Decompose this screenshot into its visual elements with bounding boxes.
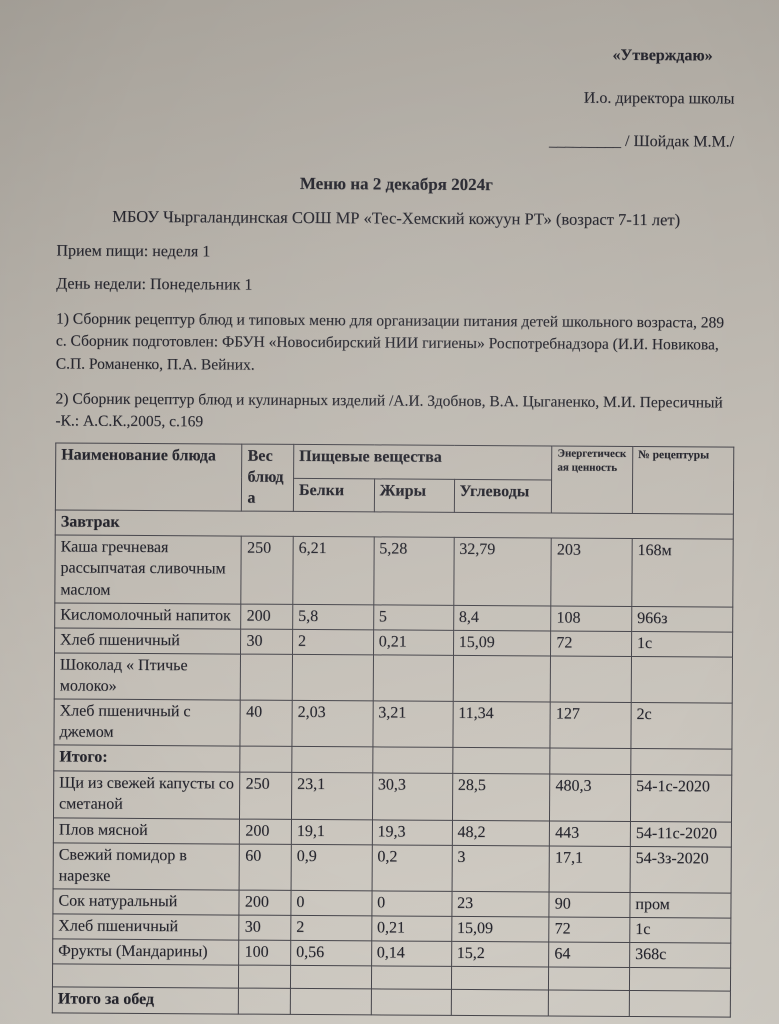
energy-cell: 72: [551, 631, 632, 657]
approval-role: И.о. директора школы: [583, 89, 735, 108]
energy-cell: 443: [550, 821, 631, 847]
carbs-cell: 28,5: [452, 774, 550, 821]
protein-cell: [292, 654, 373, 701]
table-total-row: [52, 987, 730, 1017]
carbs-cell: [452, 748, 550, 775]
recipe-cell: 1с: [631, 631, 732, 657]
header-protein: Белки: [293, 478, 374, 512]
recipe-cell: 168м: [632, 539, 733, 607]
weight-cell: 200: [239, 890, 291, 915]
carbs-cell: 32,79: [453, 538, 551, 606]
dish-name-cell: Плов мясной: [53, 817, 240, 843]
energy-cell: 64: [549, 942, 630, 968]
approval-block: [57, 42, 735, 152]
protein-cell: [290, 966, 371, 989]
school-subtitle: МБОУ Чыргаландинская СОШ МР «Тес-Хемский кожуун РТ» (возраст 7-11 лет): [112, 206, 681, 229]
carbs-cell: 3: [452, 845, 550, 892]
header-fat: Жиры: [374, 478, 454, 512]
weight-cell: 250: [240, 772, 292, 819]
energy-cell: [550, 656, 631, 703]
dish-name-cell: Свежий помидор в нарезке: [53, 843, 240, 890]
energy-cell: 108: [551, 606, 632, 632]
dish-name-cell: Каша гречневая рассыпчатая сливочным маслом: [55, 535, 242, 603]
carbs-cell: 23: [452, 891, 550, 917]
carbs-cell: [451, 990, 549, 1017]
protein-cell: 0,56: [291, 940, 372, 966]
weight-cell: 30: [239, 915, 291, 940]
energy-cell: [549, 967, 630, 990]
dish-name-cell: [52, 964, 239, 988]
energy-cell: 127: [550, 702, 631, 749]
energy-cell: [549, 990, 630, 1016]
carbs-cell: 15,2: [451, 941, 549, 967]
recipe-cell: [631, 656, 732, 703]
table-total-row: [54, 745, 732, 775]
recipe-cell: 54-11с-2020: [630, 821, 731, 847]
weight-cell: [241, 654, 293, 701]
weight-cell: 200: [241, 604, 293, 629]
page-title: Меню на 2 декабря 2024г: [299, 173, 493, 194]
table-row: [54, 699, 732, 749]
energy-cell: 480,3: [550, 774, 631, 821]
header-row-1: [56, 443, 734, 481]
approval-title: «Утверждаю»: [612, 46, 713, 65]
fat-cell: [371, 989, 451, 1015]
fat-cell: 0,14: [371, 941, 451, 967]
recipe-cell: пром: [630, 892, 731, 918]
section-label: Завтрак: [55, 510, 733, 539]
fat-cell: 0: [372, 891, 452, 917]
protein-cell: 2: [292, 629, 373, 655]
fat-cell: [372, 747, 452, 773]
carbs-cell: 15,09: [451, 916, 549, 942]
carbs-cell: [453, 655, 551, 702]
dish-name-cell: Кисломолочный напиток: [55, 603, 242, 629]
menu-table: [52, 442, 734, 1017]
weight-cell: [239, 988, 291, 1014]
header-energy: Энергетическая ценность: [552, 446, 633, 514]
carbs-cell: 11,34: [453, 701, 551, 748]
recipe-cell: 54-1с-2020: [630, 775, 731, 822]
weight-cell: 100: [239, 940, 291, 965]
protein-cell: 2: [291, 915, 372, 941]
fat-cell: 0,21: [371, 916, 451, 942]
fat-cell: 5: [373, 605, 453, 631]
energy-cell: [550, 748, 631, 774]
recipe-cell: 368с: [630, 943, 731, 969]
recipe-cell: 1с: [630, 917, 731, 943]
dish-name-cell: Сок натуральный: [53, 889, 240, 915]
protein-cell: 2,03: [292, 701, 373, 748]
weight-cell: 60: [240, 844, 292, 891]
day-line: День недели: Понедельник 1: [56, 275, 253, 294]
recipe-cell: 966з: [632, 606, 733, 632]
fat-cell: 0,2: [372, 845, 452, 892]
protein-cell: 0: [291, 890, 372, 916]
header-dish-name: Наименование блюда: [55, 443, 242, 511]
dish-name-cell: Итого за обед: [52, 987, 239, 1014]
fat-cell: [371, 966, 451, 989]
energy-cell: 17,1: [549, 846, 630, 893]
fat-cell: 3,21: [373, 701, 453, 748]
dish-name-cell: Шоколад « Птичье молоко»: [54, 653, 241, 700]
dish-name-cell: Итого:: [54, 745, 241, 772]
protein-cell: 6,21: [293, 537, 374, 605]
energy-cell: 72: [549, 917, 630, 943]
recipe-cell: 2с: [631, 703, 732, 750]
fat-cell: [373, 655, 453, 702]
weight-cell: 30: [241, 629, 293, 654]
fat-cell: 30,3: [372, 773, 452, 820]
source-paragraph-2: 2) Сборник рецептур блюд и кулинарных изделий /А.И. Здобнов, В.А. Цыганенко, М.И. Пересичный -К.: А.С.К.,2005, с.169: [55, 390, 723, 431]
protein-cell: [290, 989, 371, 1015]
source-paragraph-1: 1) Сборник рецептур блюд и типовых меню для организации питания детей школьного возраста, 289 с. Сборник подготовлен: ФБУН «Новосибирский НИИ гигиены» Роспотребнадзора (И.И. Новикова, С.П. Романенко, П.А. Вейних.: [55, 310, 725, 374]
header-weight: Вес блюда: [242, 444, 294, 512]
menu-table-body: [52, 510, 733, 1017]
table-row: [55, 535, 733, 606]
dish-name-cell: Щи из свежей капусты со сметаной: [54, 771, 241, 818]
carbs-cell: 48,2: [452, 820, 550, 846]
weight-cell: 200: [240, 819, 292, 844]
table-row: [54, 771, 732, 821]
recipe-cell: [629, 968, 730, 992]
energy-cell: 90: [549, 892, 630, 918]
weight-cell: [239, 965, 291, 988]
carbs-cell: 8,4: [453, 605, 551, 631]
fat-cell: 0,21: [373, 630, 453, 656]
dish-name-cell: Фрукты (Мандарины): [53, 939, 240, 965]
dish-name-cell: Хлеб пшеничный с джемом: [54, 699, 241, 746]
weight-cell: [240, 746, 292, 772]
meal-line: Прием пищи: неделя 1: [56, 242, 211, 260]
header-nutrients-group: Пищевые вещества: [294, 444, 552, 479]
header-carbs: Углеводы: [454, 479, 552, 513]
header-recipe: № рецептуры: [632, 446, 733, 514]
fat-cell: 19,3: [372, 819, 452, 845]
carbs-cell: 15,09: [453, 630, 551, 656]
weight-cell: 40: [240, 700, 292, 747]
fat-cell: 5,28: [373, 537, 453, 605]
recipe-cell: 54-3з-2020: [630, 846, 731, 893]
menu-table-header: [55, 443, 733, 514]
approval-signature: _________ / Шойдак М.М./: [549, 132, 735, 151]
protein-cell: 19,1: [291, 819, 372, 845]
protein-cell: 23,1: [291, 773, 372, 820]
protein-cell: 0,9: [291, 844, 372, 891]
weight-cell: 250: [241, 536, 293, 604]
protein-cell: [292, 747, 373, 773]
recipe-cell: [631, 749, 732, 776]
table-row: [54, 653, 732, 703]
dish-name-cell: Хлеб пшеничный: [53, 914, 240, 940]
dish-name-cell: Хлеб пшеничный: [55, 628, 242, 654]
energy-cell: 203: [551, 538, 632, 606]
recipe-cell: [629, 991, 730, 1018]
table-row: [53, 843, 731, 893]
carbs-cell: [451, 967, 549, 991]
protein-cell: 5,8: [293, 604, 374, 630]
